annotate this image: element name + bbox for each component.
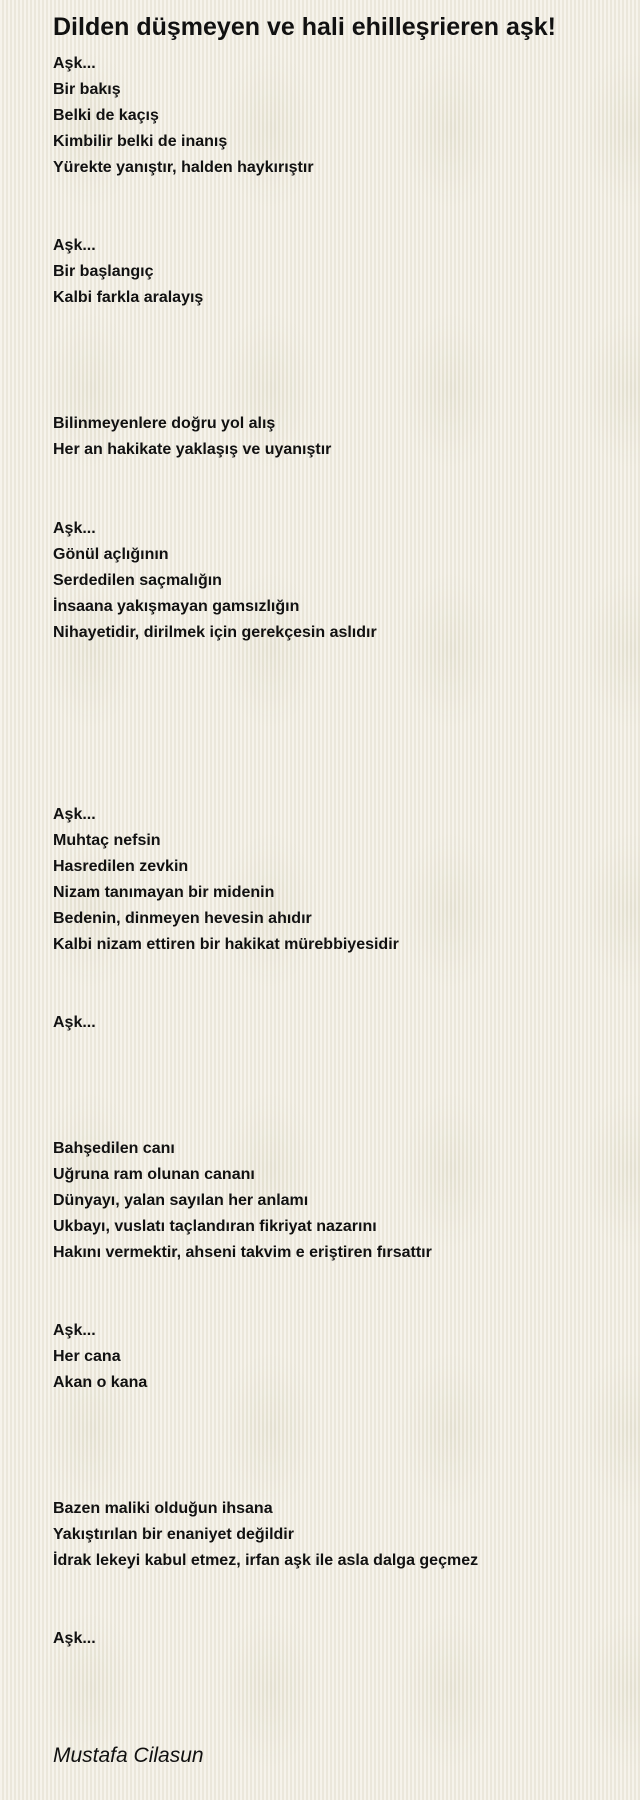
poem-line: Hasredilen zevkin (53, 858, 189, 875)
poem-line: Nihayetidir, dirilmek için gerekçesin aslıdır (53, 624, 377, 641)
stanza (53, 802, 623, 958)
poem-page (53, 12, 623, 1769)
poem-line: Aşk... (53, 1322, 96, 1339)
poem-line: Uğruna ram olunan cananı (53, 1166, 255, 1183)
stanza (53, 51, 623, 181)
poem-line: İdrak lekeyi kabul etmez, irfan aşk ile asla dalga geçmez (53, 1552, 479, 1569)
poem-line: İnsaana yakışmayan gamsızlığın (53, 598, 300, 615)
poem-line: Aşk... (53, 237, 96, 254)
poem-line: Bir bakış (53, 81, 121, 98)
poem-line: Her cana (53, 1348, 121, 1365)
stanza (53, 1010, 623, 1036)
stanza (53, 1496, 623, 1574)
poem-line: Belki de kaçış (53, 107, 159, 124)
poem-line: Bir başlangıç (53, 263, 154, 280)
poem-line: Bilinmeyenlere doğru yol alış (53, 415, 276, 432)
stanza (53, 1136, 623, 1266)
poem-line: Aşk... (53, 1014, 96, 1031)
poem-line: Yürekte yanıştır, halden haykırıştır (53, 159, 314, 176)
stanza (53, 516, 623, 646)
poem-line: Dünyayı, yalan sayılan her anlamı (53, 1192, 309, 1209)
poem-line: Kalbi nizam ettiren bir hakikat mürebbiyesidir (53, 936, 399, 953)
poem-line: Hakını vermektir, ahseni takvim e eriştiren fırsattır (53, 1244, 432, 1261)
stanza (53, 233, 623, 311)
poem-line: Kalbi farkla aralayış (53, 289, 204, 306)
stanza (53, 1318, 623, 1396)
poem-line: Aşk... (53, 806, 96, 823)
poem-line: Bedenin, dinmeyen hevesin ahıdır (53, 910, 312, 927)
poem-line: Serdedilen saçmalığın (53, 572, 222, 589)
poem-line: Aşk... (53, 1630, 96, 1647)
poem-line: Her an hakikate yaklaşış ve uyanıştır (53, 441, 332, 458)
stanza (53, 1626, 623, 1652)
poem-line: Bahşedilen canı (53, 1140, 175, 1157)
poem-author: Mustafa Cilasun (53, 1744, 204, 1767)
poem-line: Aşk... (53, 520, 96, 537)
poem-line: Muhtaç nefsin (53, 832, 161, 849)
poem-line: Kimbilir belki de inanış (53, 133, 228, 150)
poem-line: Nizam tanımayan bir midenin (53, 884, 275, 901)
poem-line: Ukbayı, vuslatı taçlandıran fikriyat nazarını (53, 1218, 377, 1235)
poem-line: Gönül açlığının (53, 546, 169, 563)
poem-line: Aşk... (53, 55, 96, 72)
poem-line: Bazen maliki olduğun ihsana (53, 1500, 273, 1517)
poem-line: Yakıştırılan bir enaniyet değildir (53, 1526, 294, 1543)
stanza (53, 411, 623, 463)
poem-line: Akan o kana (53, 1374, 148, 1391)
poem-title: Dilden düşmeyen ve hali ehilleşrieren aşk! (53, 13, 556, 41)
